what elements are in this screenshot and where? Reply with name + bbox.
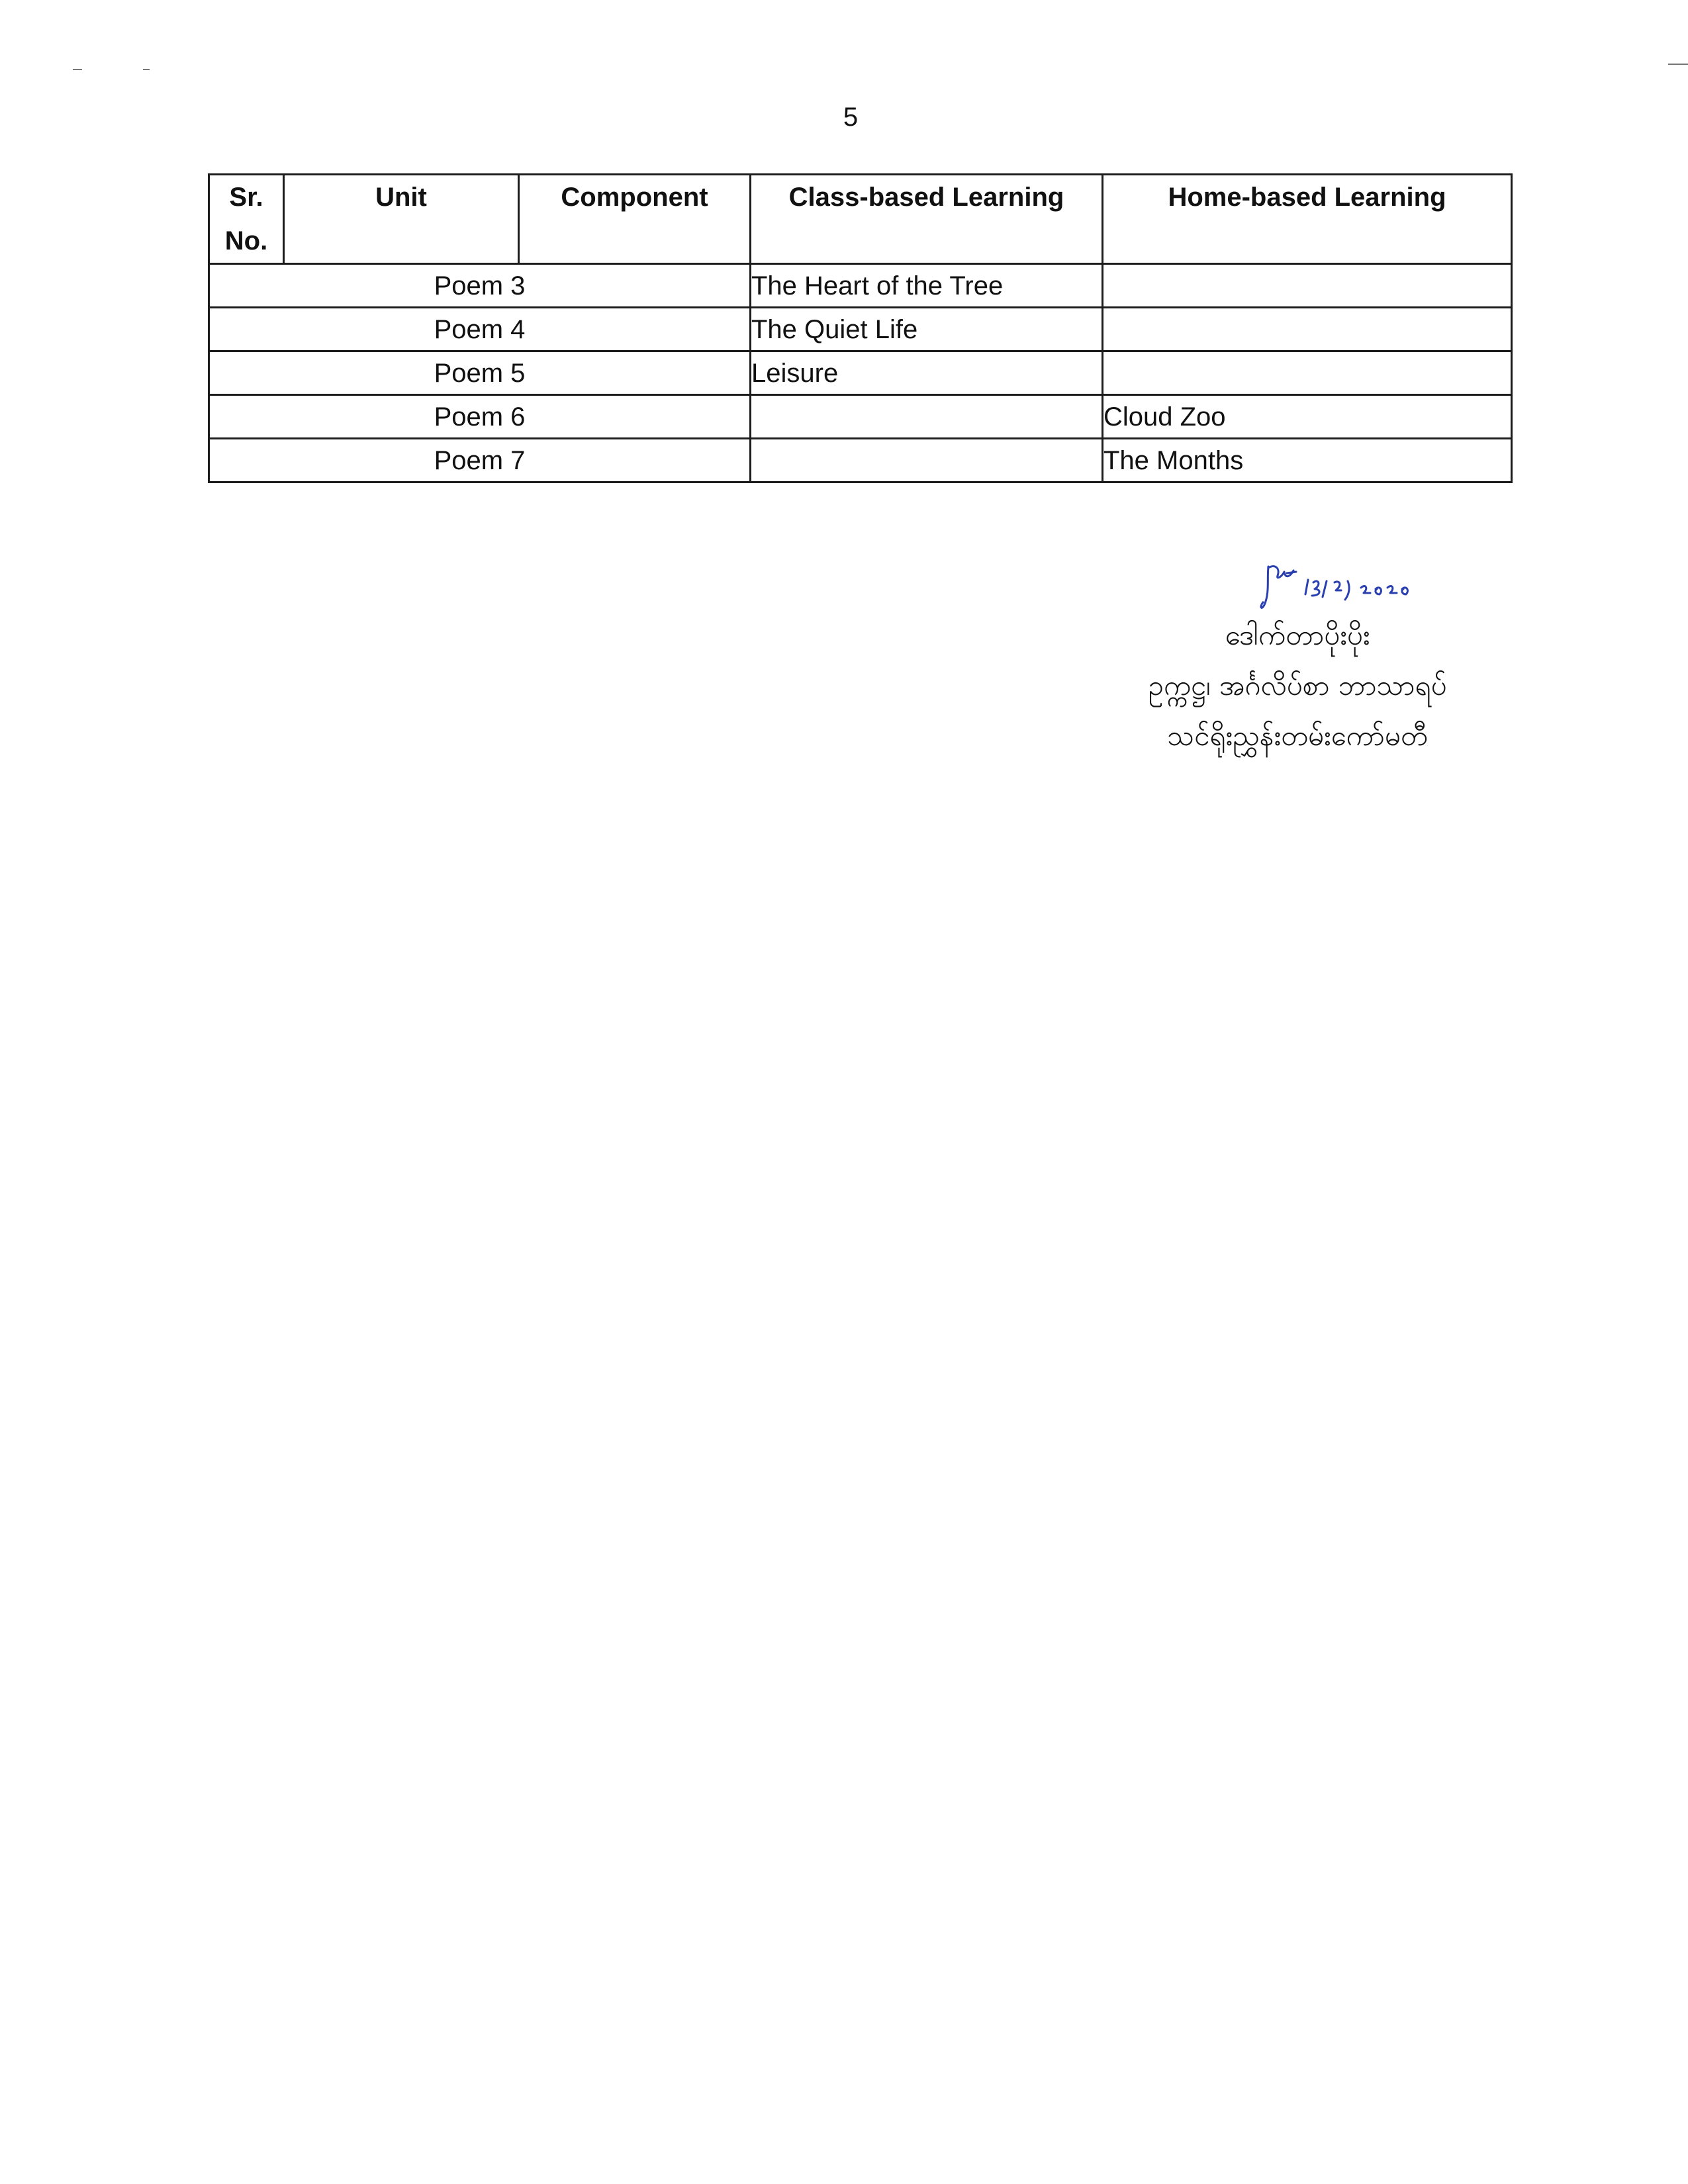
header-sr-no — [209, 175, 284, 264]
header-class-based-learning: Class-based Learning — [751, 175, 1103, 264]
scan-mark — [73, 69, 82, 70]
row-home-based: Cloud Zoo — [1103, 395, 1512, 439]
signatory-title-line2: သင်ရိုးညွှန်းတမ်းကော်မတီ — [1167, 719, 1428, 752]
scan-mark — [1668, 64, 1688, 65]
row-class-based: Leisure — [751, 351, 1103, 395]
row-class-based: The Heart of the Tree — [751, 264, 1103, 308]
row-class-based: The Quiet Life — [751, 308, 1103, 351]
row-item: Poem 7 — [209, 439, 751, 482]
row-item: Poem 4 — [209, 308, 751, 351]
header-home-based-learning: Home-based Learning — [1103, 175, 1512, 264]
row-home-based — [1103, 351, 1512, 395]
header-component: Component — [519, 175, 751, 264]
row-item: Poem 3 — [209, 264, 751, 308]
header-unit: Unit — [284, 175, 519, 264]
table-row — [209, 308, 1512, 351]
scan-mark — [143, 69, 150, 70]
row-class-based — [751, 395, 1103, 439]
signatory-name: ဒေါက်တာပိုးပိုး — [1225, 619, 1370, 651]
lesson-plan-table — [208, 173, 1513, 483]
header-sr-no-line2: No. — [224, 226, 268, 255]
header-sr-no-line1: Sr. — [229, 183, 263, 212]
table-row — [209, 395, 1512, 439]
table-header-row — [209, 175, 1512, 264]
signature-block — [1092, 549, 1503, 761]
row-home-based — [1103, 308, 1512, 351]
row-class-based — [751, 439, 1103, 482]
row-item: Poem 5 — [209, 351, 751, 395]
signatory-title-line1: ဥက္ကဋ္ဌ၊ အင်္ဂလိပ်စာ ဘာသာရပ် — [1148, 669, 1447, 702]
page-number: 5 — [843, 103, 859, 132]
row-home-based: The Months — [1103, 439, 1512, 482]
table-row — [209, 439, 1512, 482]
row-item: Poem 6 — [209, 395, 751, 439]
table-row — [209, 351, 1512, 395]
table-row — [209, 264, 1512, 308]
row-home-based — [1103, 264, 1512, 308]
